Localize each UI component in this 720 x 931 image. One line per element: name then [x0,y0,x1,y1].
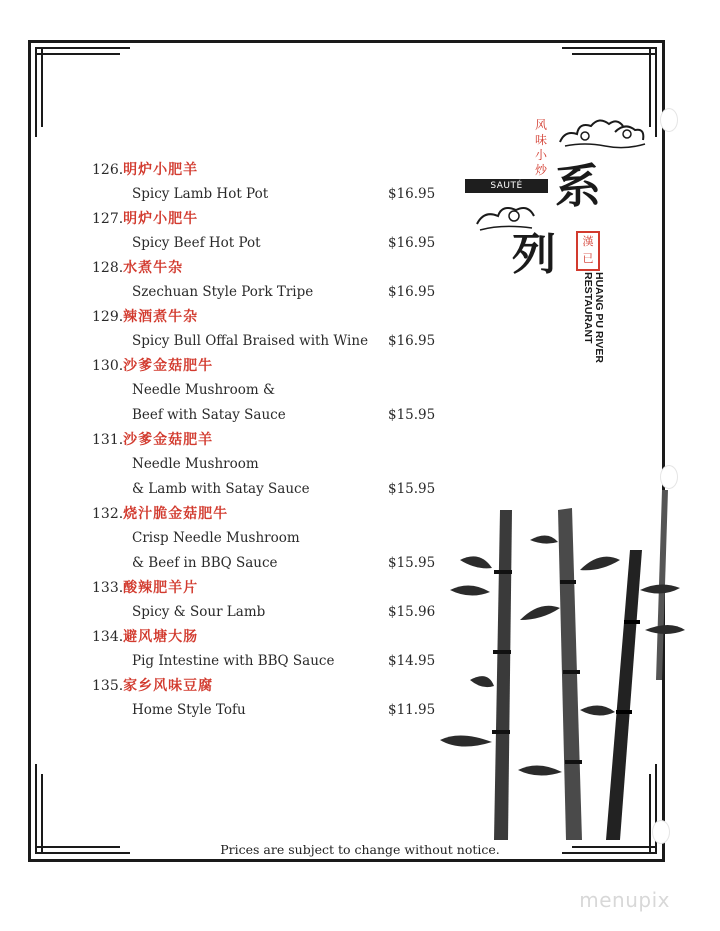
menu-item [92,354,442,428]
menu-item-name-chinese: 酸辣肥羊片 [123,580,199,596]
menu-item-name-chinese: 沙爹金菇肥牛 [123,358,214,374]
menu-item-price: $15.95 [388,481,436,497]
menu-item-name-english: Spicy & Sour Lamb [132,604,266,620]
restaurant-name [582,272,604,392]
menu-item-english-row [92,452,442,477]
series-character-2: 列 [512,229,556,280]
menu-item-name-chinese: 明炉小肥羊 [123,162,199,178]
menu-item-price: $15.96 [388,604,436,620]
menu-item-chinese-row [92,305,442,329]
menu-item-price: $16.95 [388,284,436,300]
menu-item-english-row [92,551,442,576]
menu-item-name-english: & Beef in BBQ Sauce [132,555,278,571]
menu-item-price: $14.95 [388,653,436,669]
menu-item-name-chinese: 水煮牛杂 [123,260,184,276]
menu-item-price: $16.95 [388,235,436,251]
menu-item-english-row [92,600,442,625]
menu-item-name-english: Needle Mushroom [132,456,259,472]
menu-item [92,428,442,502]
menu-item-chinese-row [92,674,442,698]
price-notice-text: Prices are subject to change without notice. [220,842,500,857]
menu-item-name-chinese: 避风塘大肠 [123,629,199,645]
menu-item-english-row [92,477,442,502]
menu-item [92,576,442,625]
menu-item-english-row [92,329,442,354]
binder-hole-top [660,108,678,132]
menu-item-chinese-row [92,428,442,452]
menu-item-english-row [92,378,442,403]
menu-item-chinese-row [92,625,442,649]
menu-item [92,207,442,256]
menu-item-number: 134. [92,629,124,645]
menu-list [92,158,442,723]
menu-item-name-english: Pig Intestine with BBQ Sauce [132,653,335,669]
menu-item-english-row [92,698,442,723]
menu-item-name-english: Needle Mushroom & [132,382,275,398]
series-character-1: 系 [555,159,601,213]
menu-item-name-english: Spicy Lamb Hot Pot [132,186,269,202]
watermark-logo: menupix [579,888,670,912]
menu-item-english-row [92,403,442,428]
menu-item-number: 129. [92,309,124,325]
menu-item-price: $16.95 [388,333,436,349]
menu-item-price: $15.95 [388,555,436,571]
menu-item-name-english: Beef with Satay Sauce [132,407,286,423]
menu-item-chinese-row [92,576,442,600]
menu-item-english-row [92,231,442,256]
menu-item-chinese-row [92,354,442,378]
restaurant-name-line1: HUANG PU RIVER [593,272,605,364]
cloud-ornament-top-icon [555,112,650,152]
menu-item-name-english: Spicy Beef Hot Pot [132,235,261,251]
menu-item-number: 133. [92,580,124,596]
section-label: SAUTÉ [465,179,548,193]
menu-item-price: $16.95 [388,186,436,202]
menu-item-english-row [92,526,442,551]
menu-item [92,305,442,354]
menu-item-number: 127. [92,211,124,227]
bamboo-illustration-icon [430,480,690,850]
red-seal-stamp: 漢已 [576,231,600,271]
menu-item-chinese-row [92,207,442,231]
menu-item-number: 132. [92,506,124,522]
subtitle-chinese: 风味小炒 [535,118,548,177]
menu-item-number: 130. [92,358,124,374]
menu-item [92,502,442,576]
menu-item [92,625,442,674]
menu-item-name-chinese: 明炉小肥牛 [123,211,199,227]
menu-item [92,158,442,207]
menu-item-chinese-row [92,158,442,182]
menu-item-chinese-row [92,502,442,526]
menu-item-name-chinese: 沙爹金菇肥羊 [123,432,214,448]
menu-item-name-chinese: 辣酒煮牛杂 [123,309,199,325]
menu-item-price: $11.95 [388,702,436,718]
menu-item [92,256,442,305]
menu-item-name-english: Crisp Needle Mushroom [132,530,300,546]
menu-item-english-row [92,182,442,207]
menu-item-name-chinese: 烧汁脆金菇肥牛 [123,506,229,522]
restaurant-name-line2: RESTAURANT [582,272,594,344]
menu-item-name-english: & Lamb with Satay Sauce [132,481,310,497]
menu-item-price: $15.95 [388,407,436,423]
menu-item-english-row [92,649,442,674]
menu-item-number: 126. [92,162,124,178]
menu-item-name-english: Spicy Bull Offal Braised with Wine [132,333,369,349]
price-notice [0,842,720,857]
menu-item-name-english: Home Style Tofu [132,702,246,718]
menu-item-english-row [92,280,442,305]
menu-item [92,674,442,723]
menu-item-name-english: Szechuan Style Pork Tripe [132,284,314,300]
menu-item-number: 131. [92,432,124,448]
menu-item-number: 135. [92,678,124,694]
menu-item-number: 128. [92,260,124,276]
menu-item-chinese-row [92,256,442,280]
menu-item-name-chinese: 家乡风味豆腐 [123,678,214,694]
